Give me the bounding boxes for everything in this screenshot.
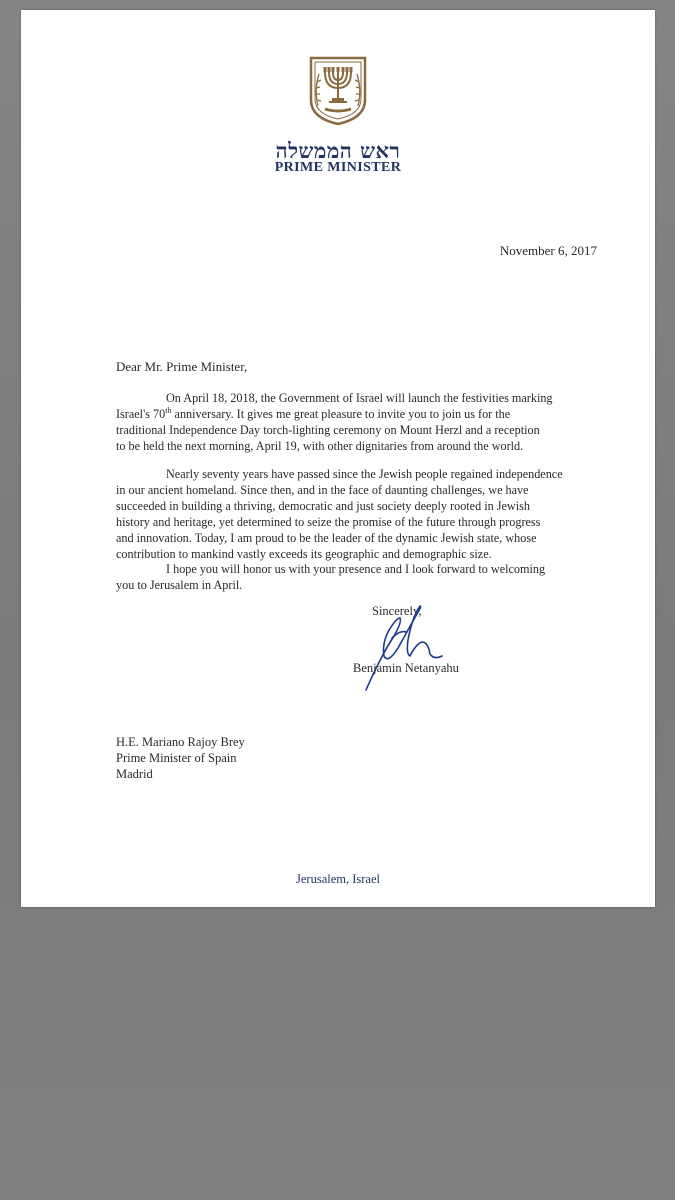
letterhead-hebrew-title: ראש הממשלה bbox=[275, 138, 401, 163]
paragraph-line: and innovation. Today, I am proud to be the leader of the dynamic Jewish state, whose bbox=[116, 531, 537, 545]
paragraph-line: I hope you will honor us with your presence and I look forward to welcoming bbox=[166, 562, 546, 576]
letterhead-english-title: PRIME MINISTER bbox=[274, 160, 402, 175]
closing: Sincerely, bbox=[372, 604, 422, 618]
paragraph-2 bbox=[116, 466, 576, 562]
paragraph-line bbox=[116, 406, 576, 422]
paragraph-text: anniversary. It gives me great pleasure to invite you to join us for the bbox=[171, 407, 511, 421]
paragraph-line: On April 18, 2018, the Government of Israel will launch the festivities marking bbox=[166, 391, 553, 405]
ordinal-suffix: th bbox=[165, 405, 172, 415]
letterhead-footer: Jerusalem, Israel bbox=[296, 872, 380, 886]
signer-name: Benjamin Netanyahu bbox=[353, 661, 459, 675]
recipient-city: Madrid bbox=[116, 767, 153, 781]
paragraph-line: traditional Independence Day torch-lighting ceremony on Mount Herzl and a reception bbox=[116, 423, 540, 437]
menorah-emblem-icon bbox=[307, 56, 369, 126]
paragraph-line: history and heritage, yet determined to seize the promise of the future through progress bbox=[116, 515, 541, 529]
recipient-name: H.E. Mariano Rajoy Brey bbox=[116, 735, 245, 749]
paragraph-line: you to Jerusalem in April. bbox=[116, 578, 243, 592]
recipient-block bbox=[116, 734, 245, 782]
paragraph-line: contribution to mankind vastly exceeds its geographic and demographic size. bbox=[116, 547, 492, 561]
paragraph-1 bbox=[116, 390, 576, 454]
letter-date: November 6, 2017 bbox=[499, 243, 597, 258]
paragraph-line: Nearly seventy years have passed since the Jewish people regained independence bbox=[166, 467, 563, 481]
paragraph-line: in our ancient homeland. Since then, and in the face of daunting challenges, we have bbox=[116, 483, 529, 497]
letter-page bbox=[21, 10, 655, 907]
paragraph-line: to be held the next morning, April 19, with other dignitaries from around the world. bbox=[116, 439, 524, 453]
paragraph-line: succeeded in building a thriving, democratic and just society deeply rooted in Jewish bbox=[116, 499, 530, 513]
paragraph-text: Israel's 70 bbox=[116, 407, 166, 421]
salutation: Dear Mr. Prime Minister, bbox=[116, 359, 248, 374]
recipient-title: Prime Minister of Spain bbox=[116, 751, 237, 765]
